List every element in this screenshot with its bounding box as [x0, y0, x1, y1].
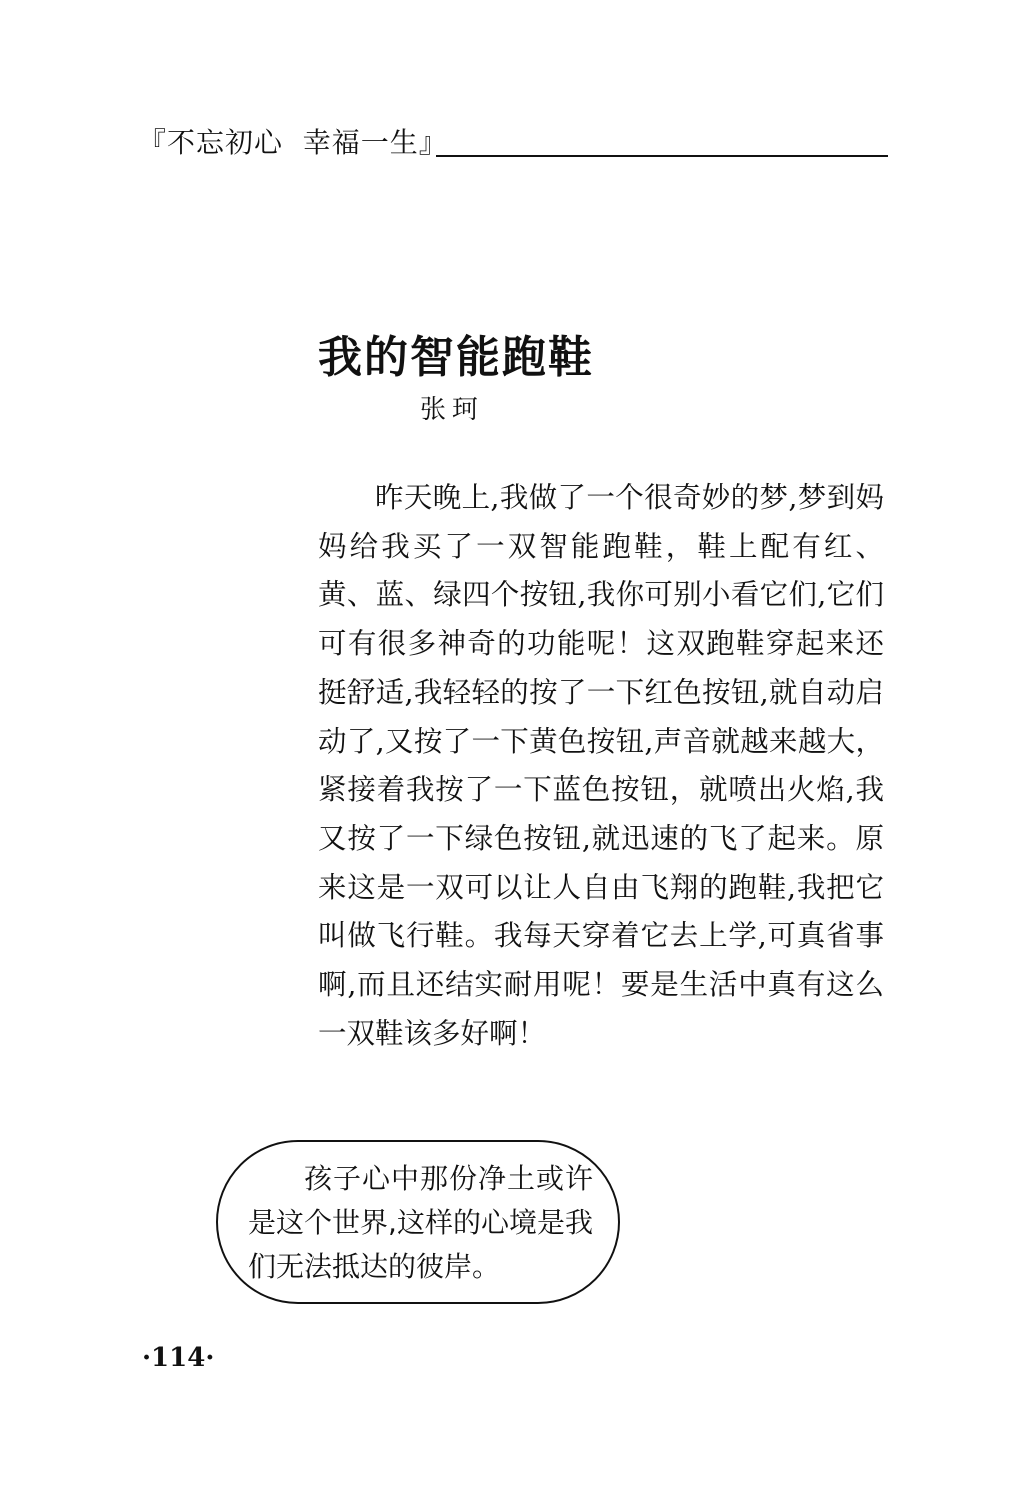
article-body: 昨天晚上,我做了一个很奇妙的梦,梦到妈妈给我买了一双智能跑鞋，鞋上配有红、黄、蓝、绿四个按钮,我你可别小看它们,它们可有很多神奇的功能呢！这双跑鞋穿起来还挺舒适,我轻轻的按了一下红色按钮,就自动启动了,又按了一下黄色按钮,声音就越来越大，紧接着我按了一下蓝色按钮，就喷出火焰,我又按了一下绿色按钮,就迅速的飞了起来。原来这是一双可以让人自由飞翔的跑鞋,我把它叫做飞行鞋。我每天穿着它去上学,可真省事啊,而且还结实耐用呢！要是生活中真有这么一双鞋该多好啊！	[318, 481, 884, 1050]
running-header	[138, 123, 888, 163]
page-number: ·114·	[142, 1343, 215, 1373]
article-title: 我的智能跑鞋	[318, 332, 594, 383]
article-author: 张珂	[420, 395, 485, 425]
running-header-title: 『不忘初心 幸福一生』	[138, 126, 448, 159]
header-rule	[436, 155, 888, 157]
comment-text: 孩子心中那份净土或许是这个世界,这样的心境是我们无法抵达的彼岸。	[248, 1162, 593, 1283]
